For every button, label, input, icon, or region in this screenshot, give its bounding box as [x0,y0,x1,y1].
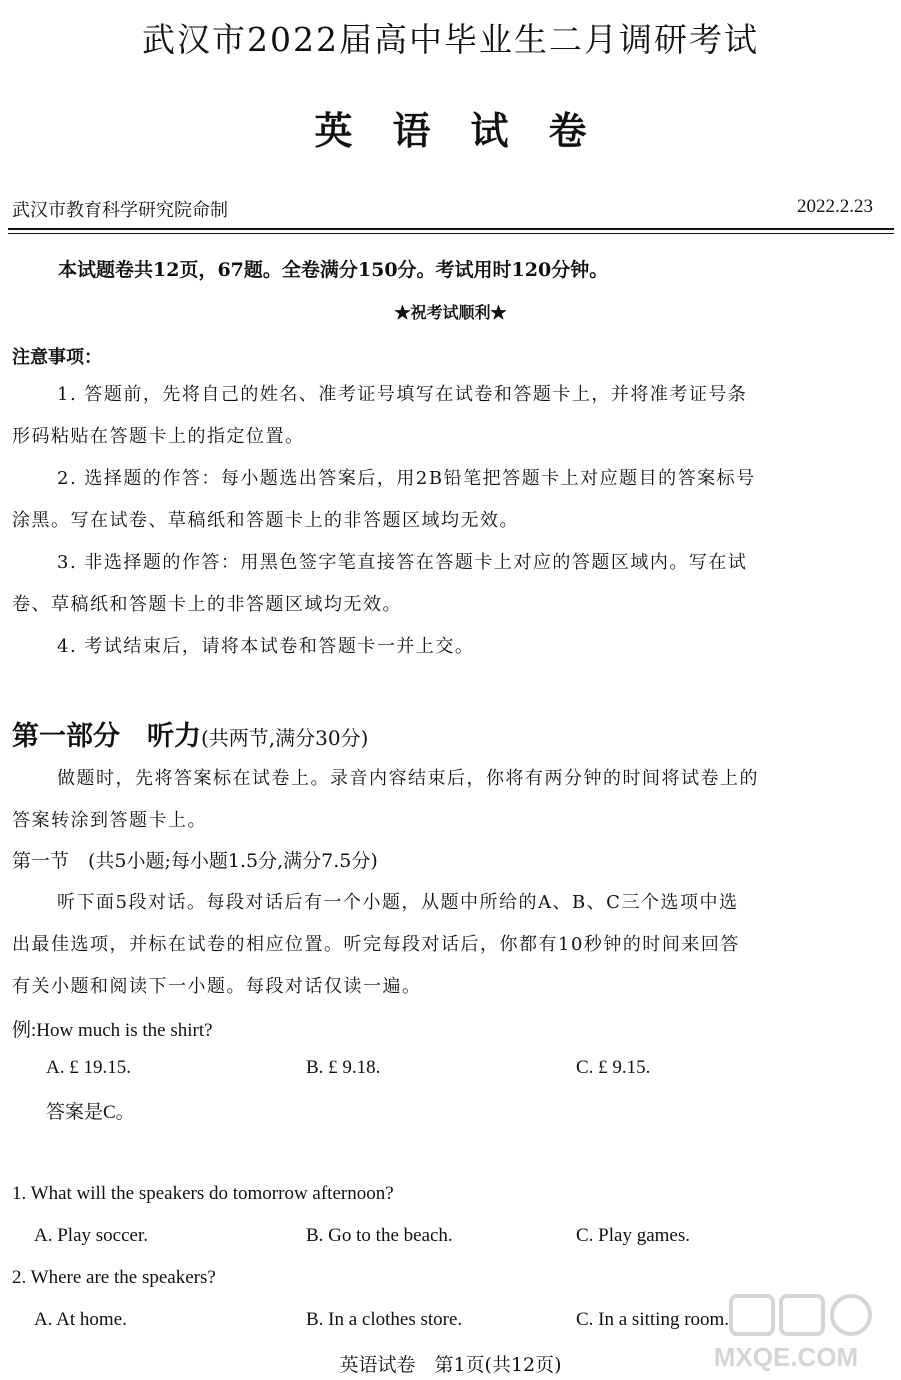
question-option-c: C. In a sitting room. [576,1309,730,1330]
watermark-text: MXQE.COM [713,1342,859,1372]
exam-date: 2022.2.23 [797,196,873,217]
question-stem: 2. Where are the speakers? [12,1267,216,1288]
example-answer: 答案是C。 [46,1102,135,1123]
note-line: 1. 答题前，先将自己的姓名、准考证号填写在试卷和答题卡上，并将准考证号条 [57,384,748,405]
part1-heading [12,714,368,753]
note-item [12,542,892,626]
part1-title-note: (共两节,满分30分) [201,726,369,750]
subject-title: 英语试卷 [314,108,627,153]
note-item [12,374,892,458]
section1-instruction [12,882,892,1008]
watermark-logo-icon [691,1292,881,1372]
header-rule-thick [8,228,894,230]
note-line: 形码粘贴在答题卡上的指定位置。 [12,426,305,447]
page-footer: 英语试卷 第1页(共12页) [339,1354,562,1376]
note-item [12,458,892,542]
instruction-line: 答案转涂到答题卡上。 [12,810,207,831]
exam-title: 武汉市2022届高中毕业生二月调研考试 [142,20,759,59]
note-line: 4. 考试结束后，请将本试卷和答题卡一并上交。 [57,636,475,657]
example-option-b: B. £ 9.18. [306,1057,381,1078]
example-prompt: 例:How much is the shirt? [12,1020,213,1041]
instruction-line: 有关小题和阅读下一小题。每段对话仅读一遍。 [12,976,422,997]
instruction-line: 出最佳选项，并标在试卷的相应位置。听完每段对话后，你都有10秒钟的时间来回答 [12,934,740,955]
question-option-a: A. At home. [34,1309,127,1330]
question-option-b: B. In a clothes store. [306,1309,463,1330]
good-luck-banner: ★祝考试顺利★ [394,303,507,322]
note-line: 3. 非选择题的作答：用黑色签字笔直接答在答题卡上对应的答题区域内。写在试 [57,552,748,573]
note-item [12,626,892,668]
example-option-c: C. £ 9.15. [576,1057,651,1078]
note-line: 2. 选择题的作答：每小题选出答案后，用2B铅笔把答题卡上对应题目的答案标号 [57,468,756,489]
question-option-c: C. Play games. [576,1225,690,1246]
section1-heading: 第一节 (共5小题;每小题1.5分,满分7.5分) [12,850,378,872]
question-option-a: A. Play soccer. [34,1225,148,1246]
example-option-a: A. £ 19.15. [46,1057,131,1078]
instruction-line: 听下面5段对话。每段对话后有一个小题，从题中所给的A、B、C三个选项中选 [57,892,739,913]
note-line: 卷、草稿纸和答题卡上的非答题区域均无效。 [12,594,402,615]
instruction-line: 做题时，先将答案标在试卷上。录音内容结束后，你将有两分钟的时间将试卷上的 [57,768,759,789]
header-rule-thin [8,233,894,234]
notes-heading: 注意事项： [12,347,102,368]
part1-title: 第一部分 听力 [12,721,201,752]
exam-summary: 本试题卷共12页，67题。全卷满分150分。考试用时120分钟。 [58,259,609,281]
organization: 武汉市教育科学研究院命制 [12,200,228,221]
question-stem: 1. What will the speakers do tomorrow afternoon? [12,1183,394,1204]
note-line: 涂黑。写在试卷、草稿纸和答题卡上的非答题区域均无效。 [12,510,519,531]
question-option-b: B. Go to the beach. [306,1225,453,1246]
part1-instruction [12,758,892,842]
